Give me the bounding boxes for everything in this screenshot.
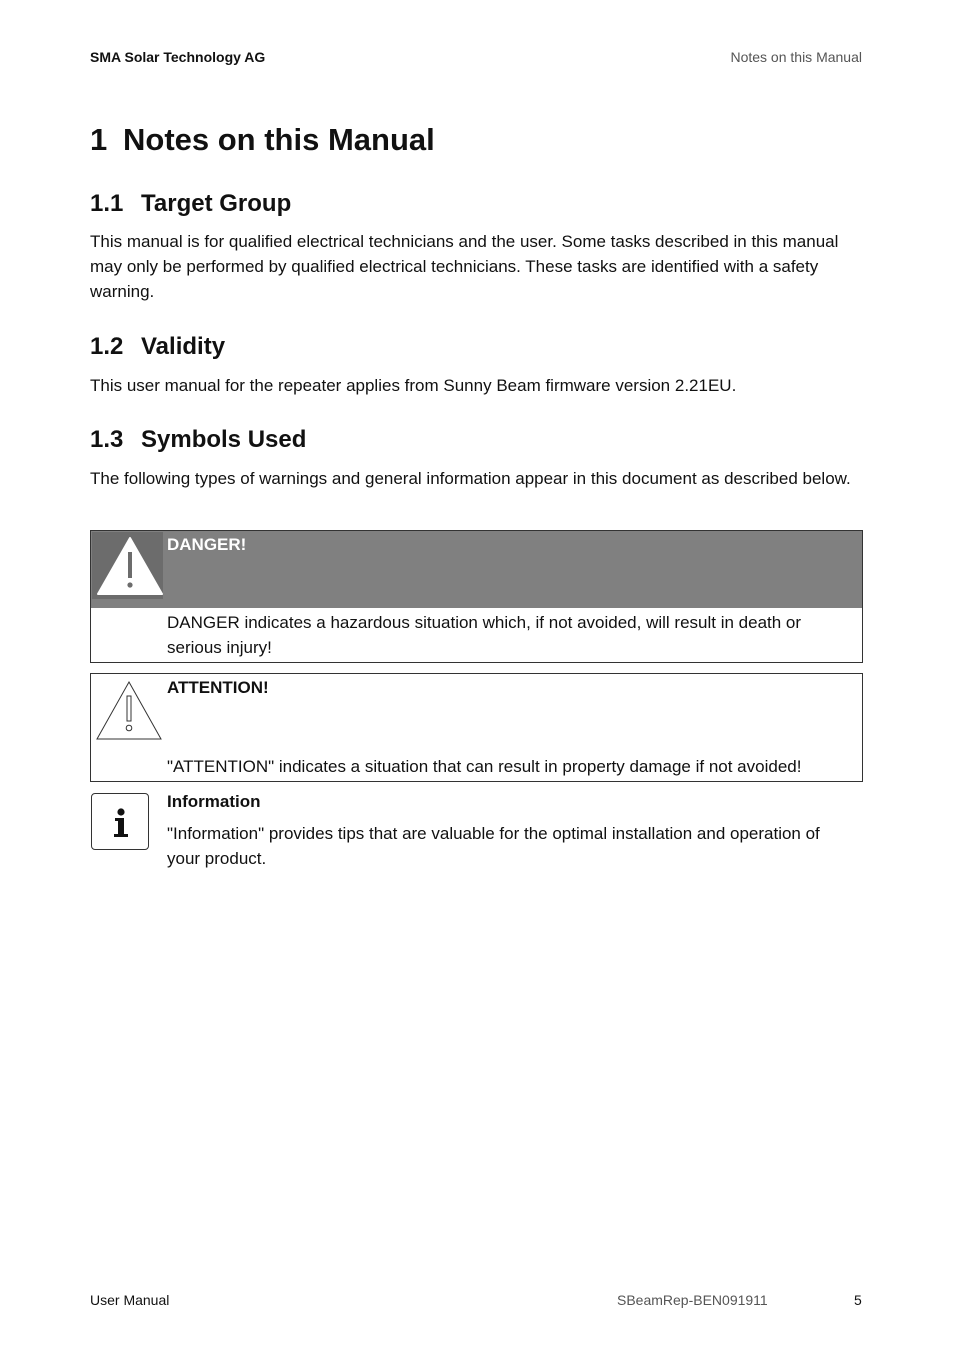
section-number: 1.3 — [90, 426, 124, 453]
header-section: Notes on this Manual — [730, 49, 862, 65]
section-heading-target-group — [90, 190, 291, 218]
information-label: Information — [167, 792, 261, 811]
section-body-symbols-used: The following types of warnings and general information appear in this document as described below. — [90, 469, 851, 488]
page-number: 5 — [854, 1292, 862, 1308]
information-text: "Information" provides tips that are valuable for the optimal installation and operation of your product. — [167, 824, 820, 868]
chapter-heading — [90, 122, 435, 158]
section-body-validity: This user manual for the repeater applies from Sunny Beam firmware version 2.21EU. — [90, 376, 737, 395]
section-body-target-group: This manual is for qualified electrical technicians and the user. Some tasks described in this manual may only be performed by qualified electrical technicians. These tasks are identified with a safety warning. — [90, 232, 839, 301]
section-heading-symbols-used — [90, 426, 306, 454]
section-heading-validity — [90, 333, 225, 361]
warning-triangle-outline-icon — [95, 679, 163, 746]
section-title: Target Group — [141, 190, 292, 217]
danger-text: DANGER indicates a hazardous situation which, if not avoided, will result in death or serious injury! — [167, 613, 802, 657]
section-number: 1.2 — [90, 333, 124, 360]
danger-notice — [90, 530, 863, 663]
attention-label: ATTENTION! — [167, 678, 269, 697]
chapter-number: 1 — [90, 122, 108, 157]
danger-label: DANGER! — [167, 535, 247, 554]
footer-document-type: User Manual — [90, 1292, 170, 1308]
header-company: SMA Solar Technology AG — [90, 49, 266, 65]
info-icon — [91, 793, 149, 850]
chapter-title: Notes on this Manual — [123, 122, 435, 157]
attention-text: "ATTENTION" indicates a situation that can result in property damage if not avoided! — [167, 757, 802, 776]
section-number: 1.1 — [90, 190, 124, 217]
section-title: Validity — [141, 333, 226, 360]
footer-document-code: SBeamRep-BEN091911 — [617, 1292, 768, 1308]
warning-triangle-filled-icon — [92, 532, 163, 599]
section-title: Symbols Used — [141, 426, 307, 453]
attention-notice — [90, 673, 863, 782]
